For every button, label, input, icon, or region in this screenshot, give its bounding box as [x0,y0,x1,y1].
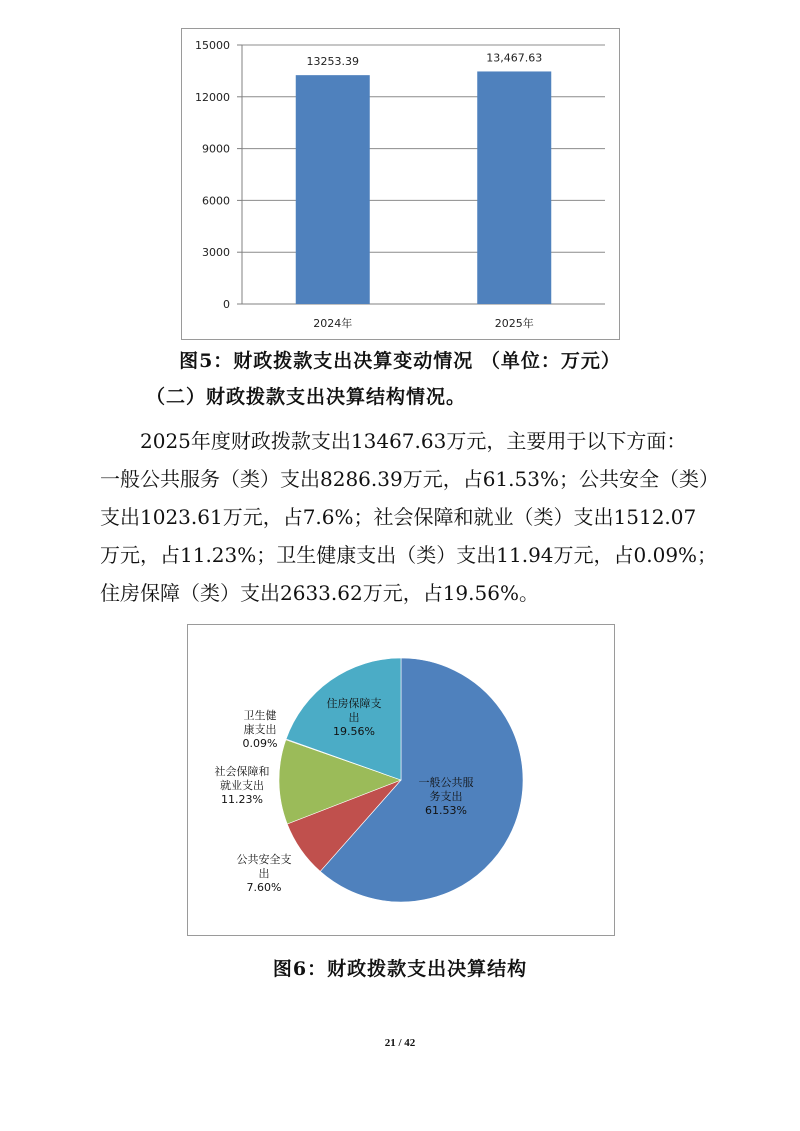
figure-5-caption: 图5：财政拨款支出决算变动情况 （单位：万元） [179,350,621,372]
pie-category-label: 社会保障和 [214,765,270,778]
bar-data-label: 13,467.63 [486,51,543,65]
page-number: 21 / 42 [384,1037,416,1049]
y-tick-label: 6000 [202,194,230,208]
body-paragraph [100,422,719,612]
y-tick-label: 15000 [195,39,230,52]
y-tick-label: 12000 [195,90,230,104]
pie-percent-label: 0.09% [242,737,278,750]
y-tick-label: 0 [223,298,230,311]
section-heading: （二）财政拨款支出决算结构情况。 [146,386,467,408]
paragraph-line: 住房保障（类）支出2633.62万元，占19.56%。 [100,581,539,605]
paragraph-line: 支出1023.61万元，占7.6%；社会保障和就业（类）支出1512.07 [100,505,697,529]
x-tick-label: 2025年 [494,317,534,330]
figure-6-caption: 图6：财政拨款支出决算结构 [272,958,528,980]
pie-percent-label: 7.60% [246,881,282,894]
pie-category-label: 出 [348,711,360,724]
bar-data-label: 13253.39 [306,55,359,69]
pie-percent-label: 61.53% [425,804,467,817]
pie-category-label: 就业支出 [220,779,264,792]
pie-chart-frame [187,624,615,936]
paragraph-line: 2025年度财政拨款支出13467.63万元，主要用于以下方面： [140,429,687,453]
pie-category-label: 一般公共服 [418,776,474,789]
paragraph-line: 万元，占11.23%；卫生健康支出（类）支出11.94万元，占0.09%； [100,543,718,567]
pie-category-label: 务支出 [429,790,463,803]
bar-chart [182,29,619,339]
y-tick-label: 9000 [202,142,230,156]
bar-chart-frame [181,28,620,340]
pie-category-label: 康支出 [243,723,277,736]
pie-category-label: 公共安全支 [236,853,292,866]
bar [296,75,370,304]
pie-category-label: 卫生健 [243,709,277,722]
pie-chart [188,625,614,935]
pie-percent-label: 19.56% [333,725,375,738]
paragraph-line: 一般公共服务（类）支出8286.39万元，占61.53%；公共安全（类） [100,467,719,491]
pie-percent-label: 11.23% [221,793,263,806]
x-tick-label: 2024年 [313,317,353,330]
y-tick-label: 3000 [202,246,230,260]
pie-category-label: 出 [258,867,270,880]
pie-category-label: 住房保障支 [326,697,382,710]
bar [477,71,551,304]
